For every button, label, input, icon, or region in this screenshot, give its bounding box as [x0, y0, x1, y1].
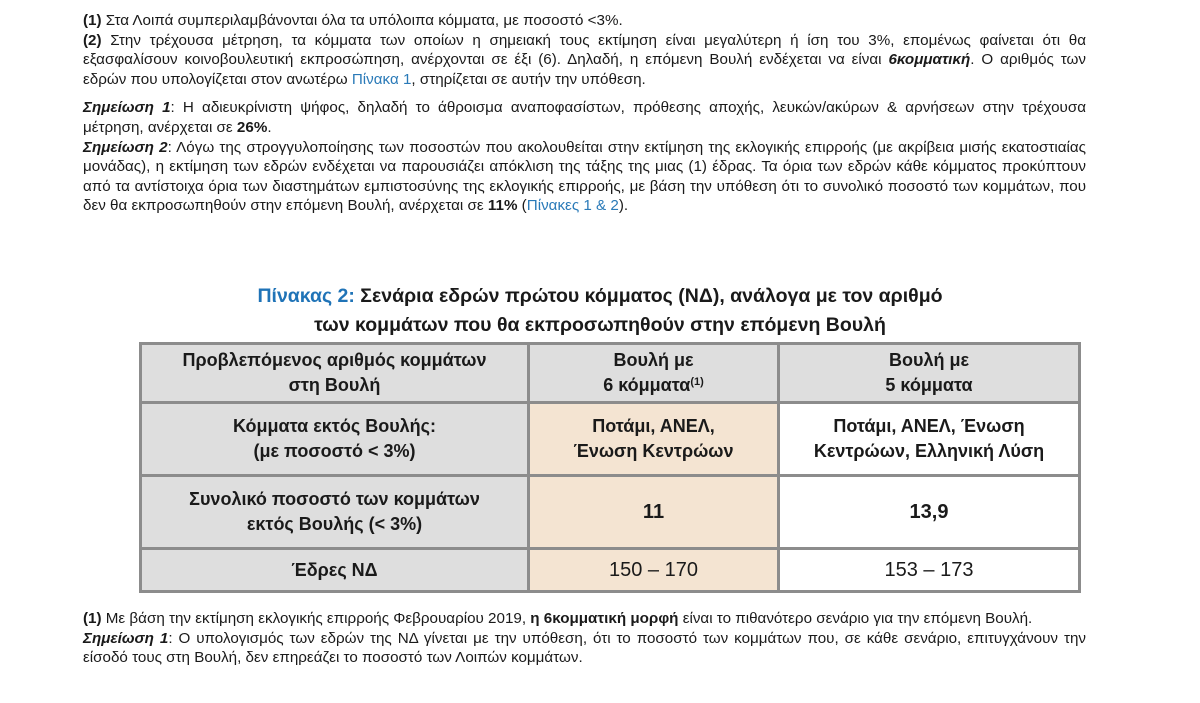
- row-label-cell: Έδρες ΝΔ: [141, 549, 529, 592]
- emphasis-text: η 6κομματική μορφή: [530, 610, 679, 627]
- note-label: Σημείωση 2: [83, 138, 168, 156]
- table-header-row: [141, 344, 1080, 403]
- note-label: Σημείωση 1: [83, 99, 171, 117]
- note-2: Σημείωση 2: Λόγω της στρογγυλοποίησης των ποσοστών που ακολουθείται στην εκτίμηση της εκλογικής επιρροής (με ακρίβεια μισής εκατοστιαίας μονάδας), η εκτίμηση των εδρών ενδέχεται να παρουσιάζει απόκλιση της τάξης της μιας (1) έδρας. Τα όρια των εδρών κάθε κόμματος προκύπτουν από τα αντίστοιχα όρια των διαστημάτων εμπιστοσύνης της εκλογικής επιρροής, με βάση την υπόθεση ότι το συνολικό ποσοστό των κομμάτων, που δεν θα εκπροσωπηθούν στην επόμενη Βουλή, ανέρχεται σε 11% (Πίνακες 1 & 2).: [83, 138, 1086, 215]
- note-1: Σημείωση 1: Η αδιευκρίνιστη ψήφος, δηλαδή το άθροισμα αναποφασίστων, πρόθεσης αποχής, λευκών/ακύρων & αρνήσεων στην τρέχουσα μέτρηση, ανέρχεται σε 26%.: [83, 99, 1086, 136]
- bottom-notes: [83, 609, 1086, 668]
- table-cell: 11: [529, 476, 779, 549]
- header-cell: Βουλή με 6 κόμματα$^{(1)}$: [529, 344, 779, 403]
- table-title: Πίνακας 2: Σενάρια εδρών πρώτου κόμματος (ΝΔ), ανάλογα με τον αριθμό των κομμάτων που θα εκπροσωπηθούν στην επόμενη Βουλή: [257, 285, 943, 336]
- footnote-1: (1) Με βάση την εκτίμηση εκλογικής επιρροής Φεβρουαρίου 2019, η 6κομματική μορφή είναι το πιθανότερο σενάριο για την επόμενη Βουλή.: [83, 610, 1033, 627]
- footnote-text: , στηρίζεται σε αυτήν την υπόθεση.: [411, 70, 646, 88]
- table-cell: 153 – 173: [779, 549, 1080, 592]
- footnote-marker: (2): [83, 31, 102, 49]
- note-1: Σημείωση 1: Ο υπολογισμός των εδρών της ΝΔ γίνεται με την υπόθεση, ότι το ποσοστό των κομμάτων που, σε κάθε σενάριο, επιτυγχάνουν την είσοδό τους στη Βουλή, δεν επηρεάζει το ποσοστό των Λοιπών κομμάτων.: [83, 629, 1086, 667]
- note-label: Σημείωση 1: [83, 629, 169, 647]
- emphasis-text: 6κομματική: [888, 51, 971, 69]
- footnote-marker: (1): [83, 610, 102, 627]
- note-text: : Λόγω της στρογγυλοποίησης των ποσοστών που ακολουθείται στην εκτίμηση της εκλογικής επιρροής (με ακρίβεια μισής εκατοστιαίας μονάδας), η εκτίμηση των εδρών ενδέχεται να παρουσιάζει απόκλιση της τάξης της μιας (1) έδρας. Τα όρια των εδρών κάθε κόμματος προκύπτουν από τα αντίστοιχα όρια των διαστημάτων εμπιστοσύνης της εκλογικής επιρροής, με βάση την υπόθεση ότι το συνολικό ποσοστό των κομμάτων, που δεν θα εκπροσωπηθούν στην επόμενη Βουλή, ανέρχεται σε: [83, 138, 1086, 215]
- table-row: [141, 549, 1080, 592]
- footnote-marker: (1): [83, 12, 102, 29]
- footnote-text: Στην τρέχουσα μέτρηση, τα κόμματα των οποίων η σημειακή τους εκτίμηση είναι μεγαλύτερη ή ίση του 3%, επομένως φαίνεται ότι θα εξασφαλίσουν κοινοβουλευτική εκπροσώπηση, ανέρχονται σε έξι (6). Δηλαδή, η επόμενη Βουλή ενδέχεται να είναι: [83, 31, 1086, 69]
- table-cell: Ποτάμι, ΑΝΕΛ, Ένωση Κεντρώων: [529, 403, 779, 476]
- row-label-cell: Κόμματα εκτός Βουλής: (με ποσοστό < 3%): [141, 403, 529, 476]
- footnote-1: [83, 11, 1086, 31]
- header-cell: Βουλή με 5 κόμματα: [779, 344, 1080, 403]
- header-cell: Προβλεπόμενος αριθμός κομμάτων στη Βουλή: [141, 344, 529, 403]
- table-reference-link[interactable]: Πίνακα 1: [351, 70, 412, 88]
- note-text: : Η αδιευκρίνιστη ψήφος, δηλαδή το άθροισμα αναποφασίστων, πρόθεσης αποχής, λευκών/ακύρων & αρνήσεων στην τρέχουσα μέτρηση, ανέρχεται σε: [83, 99, 1086, 136]
- footnote-text: Στα Λοιπά συμπεριλαμβάνονται όλα τα υπόλοιπα κόμματα, με ποσοστό <3%.: [101, 12, 623, 29]
- table-reference-link[interactable]: Πίνακες 1 & 2: [526, 197, 619, 215]
- emphasis-text: 11%: [487, 197, 518, 215]
- emphasis-text: 26%: [236, 118, 268, 136]
- footnote-text: . Ο αριθμός των εδρών που υπολογίζεται στον ανωτέρω: [83, 51, 1086, 88]
- table-cell: 150 – 170: [529, 549, 779, 592]
- row-label-cell: Συνολικό ποσοστό των κομμάτων εκτός Βουλής (< 3%): [141, 476, 529, 549]
- table-row: [141, 476, 1080, 549]
- seat-scenarios-table: [139, 342, 1081, 593]
- table-label: Πίνακας 2:: [257, 285, 355, 307]
- footnote-2: [83, 31, 1086, 90]
- top-notes: [83, 11, 1086, 216]
- table-cell: 13,9: [779, 476, 1080, 549]
- footnote-ref: (1): [690, 376, 704, 388]
- table-row: [141, 403, 1080, 476]
- table-cell: Ποτάμι, ΑΝΕΛ, Ένωση Κεντρώων, Ελληνική Λύση: [779, 403, 1080, 476]
